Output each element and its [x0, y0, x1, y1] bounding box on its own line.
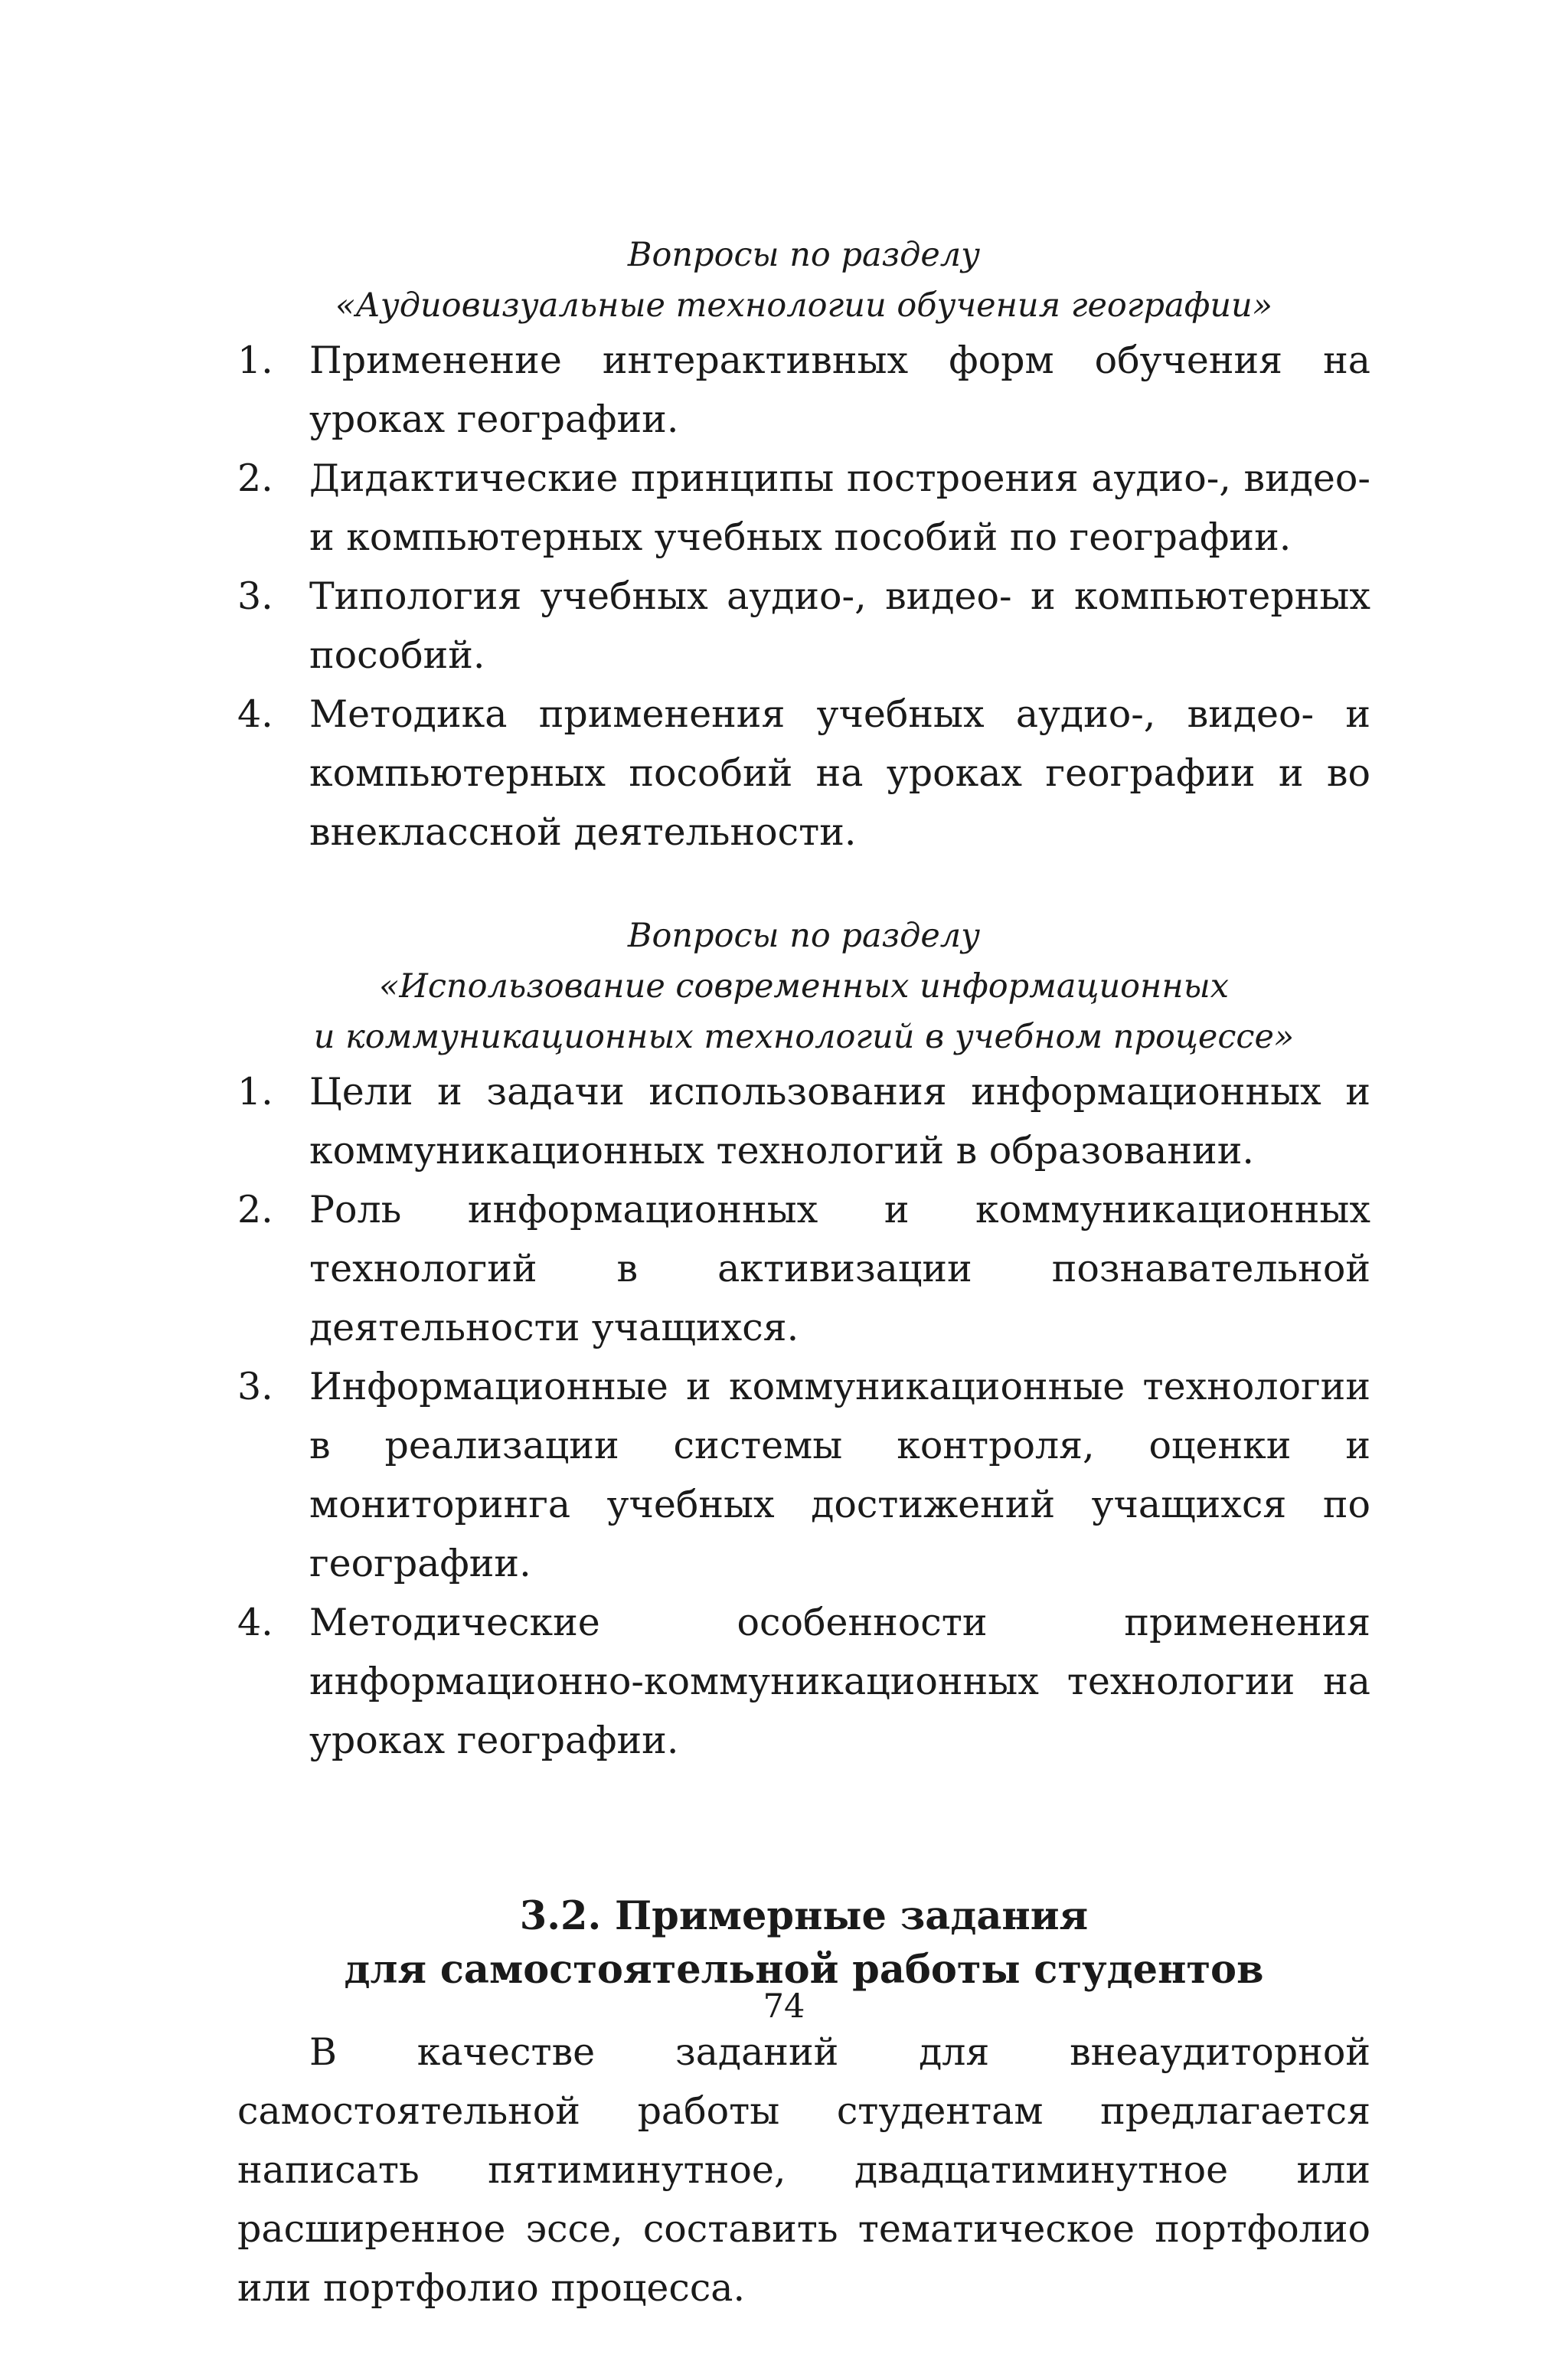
list-item	[237, 567, 1370, 685]
item-number: 1.	[237, 339, 273, 382]
item-number: 3.	[237, 574, 273, 618]
list-item	[237, 1357, 1370, 1593]
page-content	[237, 230, 1370, 2355]
chapter-title	[237, 1889, 1370, 1997]
list-item	[237, 1593, 1370, 1770]
list-item	[237, 1180, 1370, 1357]
item-number: 1.	[237, 1070, 273, 1114]
section-heading-line: Вопросы по разделу	[627, 917, 981, 955]
item-text: Типология учебных аудио-, видео- и компьютерных пособий.	[309, 574, 1370, 677]
chapter-title-line: для самостоятельной работы студентов	[344, 1947, 1264, 1993]
body-paragraph: В качестве заданий для внеаудиторной самостоятельной работы студентам предлагается написать пятиминутное, двадцатиминутное или расширенное эссе, составить тематическое портфолио или портфолио процесса.	[237, 2030, 1370, 2310]
list-item	[237, 449, 1370, 567]
item-text: Информационные и коммуникационные технологии в реализации системы контроля, оценки и мониторинга учебных достижений учащихся по географии.	[309, 1365, 1370, 1585]
item-text: Применение интерактивных форм обучения на уроках географии.	[309, 339, 1370, 441]
item-number: 4.	[237, 692, 273, 736]
item-text: Роль информационных и коммуникационных технологий в активизации познавательной деятельности учащихся.	[309, 1188, 1370, 1349]
item-number: 2.	[237, 456, 273, 500]
item-number: 2.	[237, 1188, 273, 1231]
section-heading-line: «Аудиовизуальные технологии обучения географии»	[335, 286, 1273, 325]
section-heading-ict	[237, 911, 1370, 1062]
question-list-ict	[237, 1062, 1370, 1770]
item-number: 4.	[237, 1601, 273, 1644]
item-number: 3.	[237, 1365, 273, 1408]
page-number: 74	[763, 1987, 805, 2026]
item-text: Дидактические принципы построения аудио-, видео- и компьютерных учебных пособий по географии.	[309, 456, 1370, 559]
section-heading-line: и коммуникационных технологий в учебном процессе»	[313, 1018, 1295, 1056]
list-item	[237, 685, 1370, 862]
question-list-audiovisual	[237, 331, 1370, 862]
item-text: Методика применения учебных аудио-, видео- и компьютерных пособий на уроках географии и во внеклассной деятельности.	[309, 692, 1370, 854]
list-item	[237, 1062, 1370, 1180]
section-heading-line: Вопросы по разделу	[627, 236, 981, 274]
item-text: Методические особенности применения информационно-коммуникационных технологии на уроках географии.	[309, 1601, 1370, 1762]
item-text: Цели и задачи использования информационных и коммуникационных технологий в образовании.	[309, 1070, 1370, 1173]
section-heading-audiovisual	[237, 230, 1370, 331]
section-heading-line: «Использование современных информационных	[379, 967, 1229, 1006]
list-item	[237, 331, 1370, 449]
chapter-title-line: 3.2. Примерные задания	[519, 1893, 1089, 1939]
